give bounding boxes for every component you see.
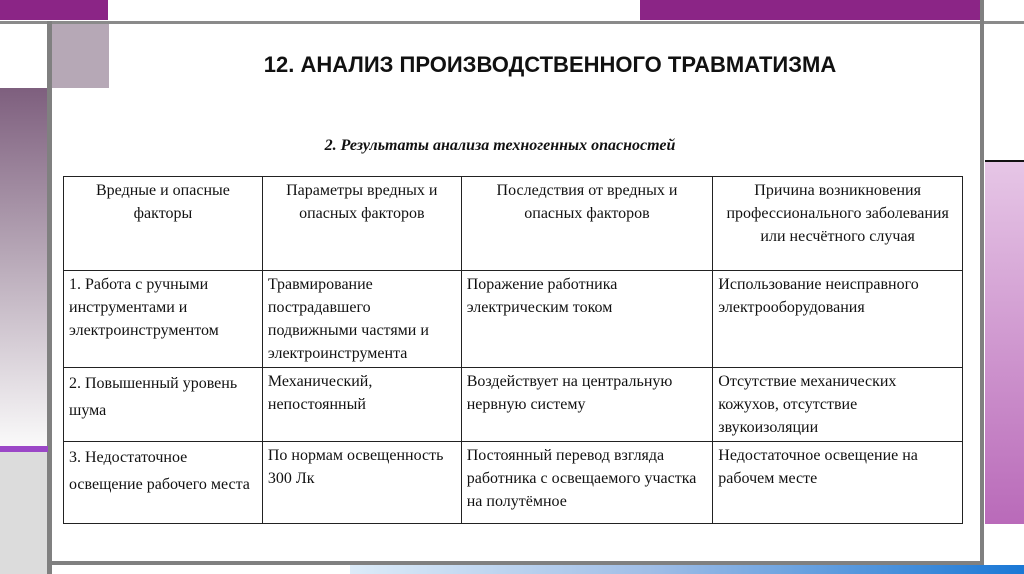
table-caption: 2. Результаты анализа техногенных опасностей [324, 137, 676, 154]
table-cell: Механический, непостоянный [262, 368, 461, 442]
table-cell: 1. Работа с ручными инструментами и электроинструментом [64, 271, 263, 368]
hazards-table [63, 176, 963, 524]
top-divider [0, 21, 1024, 24]
right-vertical-divider [980, 0, 984, 565]
table-row [64, 368, 963, 442]
left-vertical-divider [47, 21, 52, 574]
table-row [64, 442, 963, 524]
table-header-row [64, 177, 963, 271]
bottom-blue-strip [350, 565, 1024, 574]
table-cell: По нормам освещенность 300 Лк [262, 442, 461, 524]
table-cell: Использование неисправного электрооборудования [713, 271, 963, 368]
header-cell: Параметры вредных и опасных факторов [262, 177, 461, 271]
top-right-purple-bar [640, 0, 980, 20]
table-cell: Отсутствие механических кожухов, отсутствие звукоизоляции [713, 368, 963, 442]
header-cell: Причина возникновения профессионального заболевания или несчётного случая [713, 177, 963, 271]
table-cell: 2. Повышенный уровень шума [64, 368, 263, 442]
table-cell: Постоянный перевод взгляда работника с освещаемого участка на полутёмное [461, 442, 713, 524]
table-row [64, 271, 963, 368]
top-left-purple-bar [0, 0, 108, 20]
table-cell: Воздействует на центральную нервную систему [461, 368, 713, 442]
header-cell: Вредные и опасные факторы [64, 177, 263, 271]
header-cell: Последствия от вредных и опасных факторов [461, 177, 713, 271]
table-cell: Поражение работника электрическим током [461, 271, 713, 368]
table-cell: Недостаточное освещение на рабочем месте [713, 442, 963, 524]
slide-title: 12. АНАЛИЗ ПРОИЗВОДСТВЕННОГО ТРАВМАТИЗМА [263, 52, 837, 77]
table-cell: 3. Недостаточное освещение рабочего места [64, 442, 263, 524]
left-gray-block [0, 452, 47, 574]
table-cell: Травмирование пострадавшего подвижными частями и электроинструмента [262, 271, 461, 368]
right-gradient-block [985, 160, 1024, 524]
